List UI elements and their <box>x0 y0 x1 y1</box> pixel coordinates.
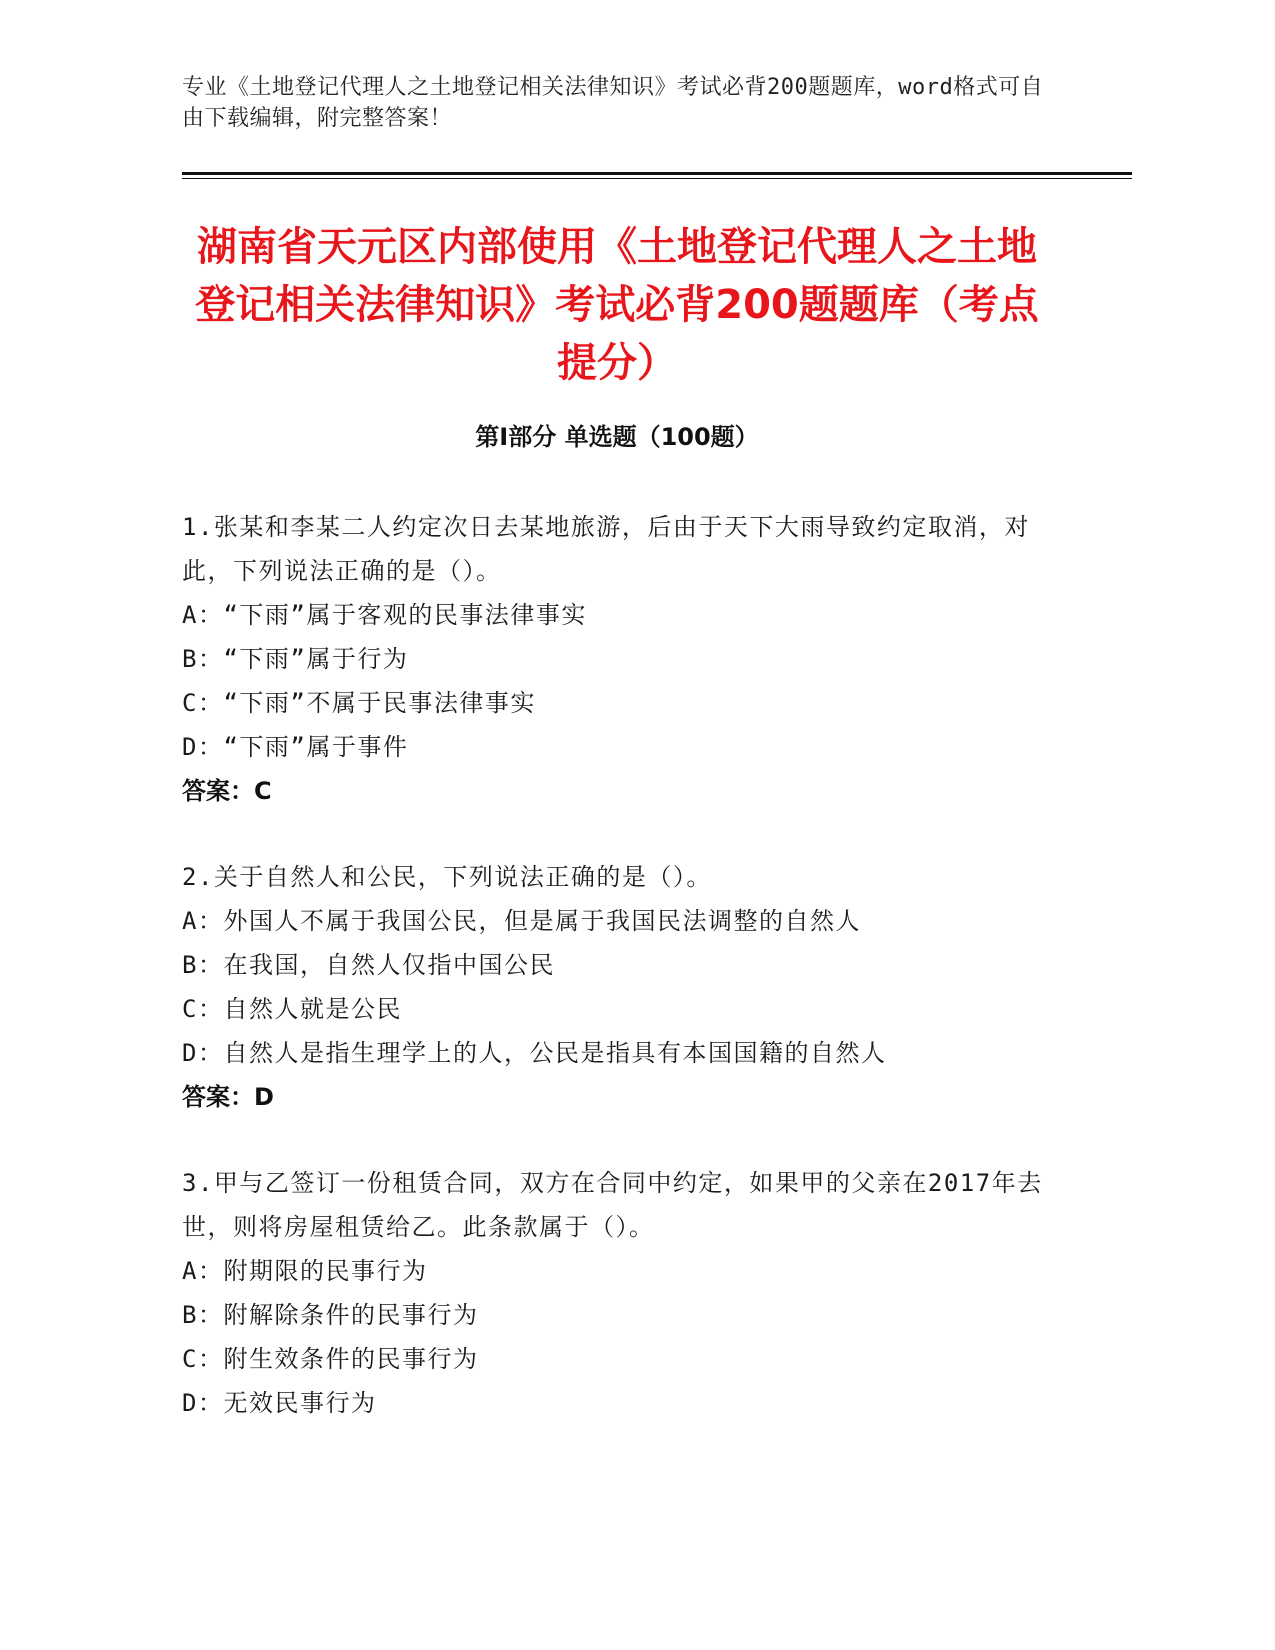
question-answer: 答案：C <box>182 777 272 805</box>
header-note: 专业《土地登记代理人之土地登记相关法律知识》考试必背200题题库，word格式可自由下载编辑，附完整答案！ <box>182 75 1044 131</box>
question-option-c: C：附生效条件的民事行为 <box>182 1345 479 1373</box>
header-divider-thick <box>182 172 1132 175</box>
question-option-b: B：在我国，自然人仅指中国公民 <box>182 951 555 979</box>
question-option-a: A：“下雨”属于客观的民事法律事实 <box>182 601 587 629</box>
question-3 <box>182 1161 1052 1425</box>
question-option-a: A：附期限的民事行为 <box>182 1257 428 1285</box>
question-stem: 2.关于自然人和公民，下列说法正确的是（）。 <box>182 863 712 891</box>
question-option-d: D：无效民事行为 <box>182 1389 377 1417</box>
question-stem: 1.张某和李某二人约定次日去某地旅游，后由于天下大雨导致约定取消，对此，下列说法正确的是（）。 <box>182 513 1030 585</box>
question-option-d: D：“下雨”属于事件 <box>182 733 409 761</box>
question-option-b: B：“下雨”属于行为 <box>182 645 409 673</box>
question-1 <box>182 505 1052 813</box>
question-stem: 3.甲与乙签订一份租赁合同，双方在合同中约定，如果甲的父亲在2017年去世，则将房屋租赁给乙。此条款属于（）。 <box>182 1169 1043 1241</box>
header-divider-thin <box>182 178 1132 179</box>
question-2 <box>182 855 1052 1119</box>
question-option-c: C：“下雨”不属于民事法律事实 <box>182 689 536 717</box>
document-title: 湖南省天元区内部使用《土地登记代理人之土地登记相关法律知识》考试必背200题题库（考点提分） <box>195 224 1039 386</box>
section-heading: 第I部分 单选题（100题） <box>475 423 759 451</box>
question-option-b: B：附解除条件的民事行为 <box>182 1301 479 1329</box>
question-option-a: A：外国人不属于我国公民，但是属于我国民法调整的自然人 <box>182 907 861 935</box>
question-option-c: C：自然人就是公民 <box>182 995 402 1023</box>
question-option-d: D：自然人是指生理学上的人，公民是指具有本国国籍的自然人 <box>182 1039 887 1067</box>
question-list <box>182 505 1052 1467</box>
question-answer: 答案：D <box>182 1083 274 1111</box>
